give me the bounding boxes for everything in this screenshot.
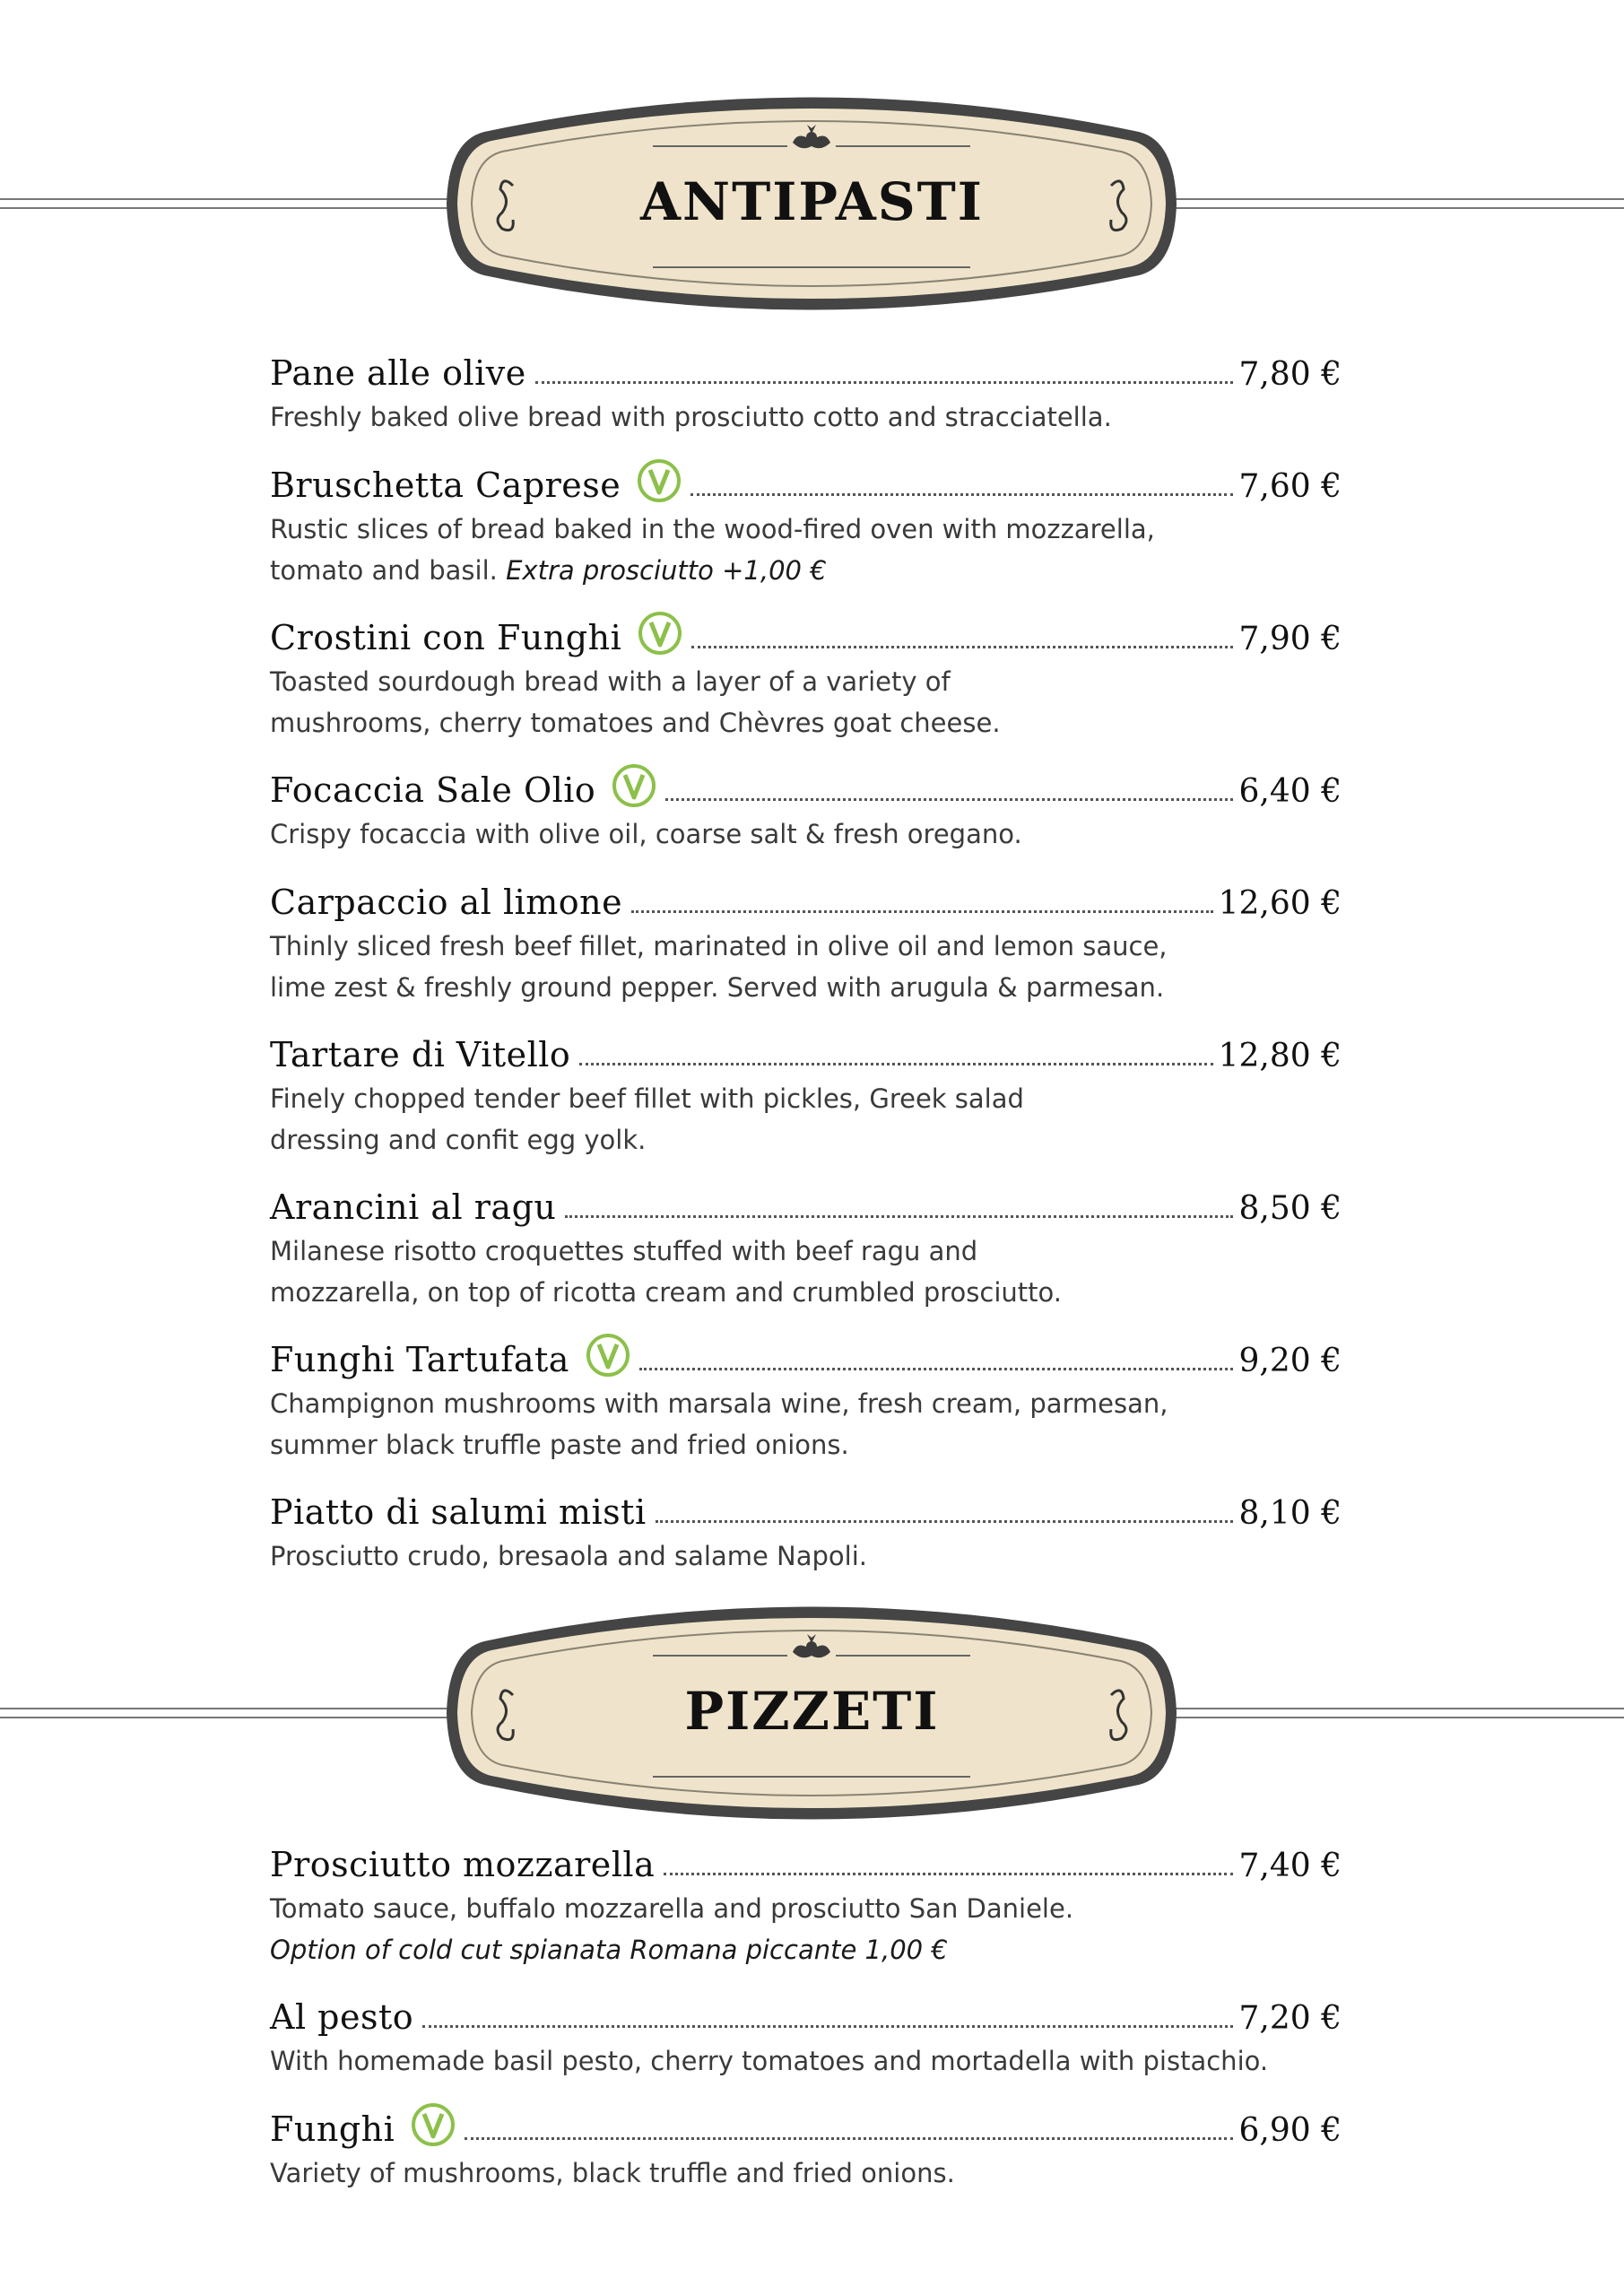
menu-item — [270, 1022, 1342, 1175]
item-description: Freshly baked olive bread with prosciutto cotto and stracciatella. — [270, 402, 1112, 432]
dotted-leader — [465, 2137, 1233, 2140]
item-price: 12,60 € — [1218, 885, 1342, 922]
section-title: ANTIPASTI — [640, 171, 984, 232]
item-name: Bruschetta Caprese — [270, 465, 621, 505]
dotted-leader — [656, 1520, 1234, 1523]
vegetarian-v-icon — [586, 1333, 630, 1378]
item-name: Piatto di salumi misti — [270, 1492, 647, 1532]
item-name: Arancini al ragu — [270, 1187, 557, 1227]
menu-item — [270, 870, 1342, 1022]
vegetarian-v-icon — [612, 763, 656, 808]
item-price: 6,40 € — [1238, 773, 1342, 810]
item-price: 9,20 € — [1238, 1343, 1342, 1379]
vegetarian-v-icon — [411, 2102, 456, 2147]
menu-item — [270, 341, 1342, 448]
item-description: Prosciutto crudo, bresaola and salame Napoli. — [270, 1541, 867, 1571]
item-price: 7,80 € — [1238, 356, 1342, 393]
item-name: Crostini con Funghi — [270, 618, 622, 657]
item-price: 7,60 € — [1238, 468, 1342, 505]
menu-item — [270, 758, 1342, 870]
item-name: Pane alle olive — [270, 353, 526, 393]
menu-item — [270, 1327, 1342, 1480]
item-name: Funghi — [270, 2109, 395, 2149]
item-description: Toasted sourdough bread with a layer of a variety of mushrooms, cherry tomatoes and Chèvres goat cheese. — [270, 666, 1001, 738]
dotted-leader — [664, 1873, 1233, 1875]
item-description: Finely chopped tender beef fillet with pickles, Greek salad dressing and confit egg yolk. — [270, 1083, 1024, 1155]
item-description: With homemade basil pesto, cherry tomatoes and mortadella with pistachio. — [270, 2046, 1269, 2076]
item-price: 6,90 € — [1238, 2112, 1342, 2149]
section-header-pizzeti — [0, 1595, 1624, 1837]
item-price: 7,40 € — [1238, 1848, 1342, 1884]
item-name: Prosciutto mozzarella — [270, 1845, 656, 1884]
menu-item — [270, 453, 1342, 605]
dotted-leader — [665, 798, 1233, 801]
dotted-leader — [631, 910, 1212, 913]
dotted-leader — [691, 646, 1233, 648]
dotted-leader — [422, 2025, 1233, 2028]
item-description: Tomato sauce, buffalo mozzarella and prosciutto San Daniele. — [270, 1893, 1074, 1924]
item-price: 12,80 € — [1218, 1038, 1342, 1074]
item-price: 7,90 € — [1238, 621, 1342, 657]
menu-item — [270, 1832, 1342, 1985]
item-name: Focaccia Sale Olio — [270, 770, 596, 810]
menu-item — [270, 1985, 1342, 2097]
item-description-text: Rustic slices of bread baked in the wood-fired oven with mozzarella, tomato and basil. — [270, 514, 1155, 586]
menu-item — [270, 2097, 1342, 2205]
item-price: 8,10 € — [1238, 1495, 1342, 1532]
item-note: Option of cold cut spianata Romana piccante 1,00 € — [270, 1935, 948, 1965]
section-header-antipasti — [0, 85, 1624, 327]
item-price: 8,50 € — [1238, 1190, 1342, 1227]
vegetarian-v-icon — [638, 611, 682, 656]
vegetarian-v-icon — [637, 458, 682, 503]
item-name: Al pesto — [270, 1997, 414, 2037]
dotted-leader — [690, 493, 1233, 496]
menu-list-antipasti — [270, 341, 1342, 1587]
menu-item — [270, 1175, 1342, 1327]
menu-item — [270, 605, 1342, 758]
item-note: Extra prosciutto +1,00 € — [506, 555, 827, 586]
dotted-leader — [565, 1215, 1233, 1218]
item-name: Carpaccio al limone — [270, 883, 623, 922]
menu-list-pizzeti — [270, 1832, 1342, 2205]
dotted-leader — [535, 381, 1234, 384]
item-description: Thinly sliced fresh beef fillet, marinated in olive oil and lemon sauce, lime zest & freshly ground pepper. Served with arugula & parmesan. — [270, 931, 1168, 1003]
item-price: 7,20 € — [1238, 2000, 1342, 2037]
dotted-leader — [639, 1368, 1234, 1370]
item-description: Crispy focaccia with olive oil, coarse salt & fresh oregano. — [270, 819, 1022, 849]
section-title: PIZZETI — [684, 1681, 940, 1742]
dotted-leader — [579, 1063, 1212, 1065]
item-description: Variety of mushrooms, black truffle and fried onions. — [270, 2158, 955, 2188]
item-name: Funghi Tartufata — [270, 1340, 569, 1379]
item-description: Champignon mushrooms with marsala wine, fresh cream, parmesan, summer black truffle paste and fried onions. — [270, 1388, 1168, 1460]
item-name: Tartare di Vitello — [270, 1035, 571, 1074]
menu-item — [270, 1480, 1342, 1587]
item-description — [270, 509, 1185, 591]
item-description: Milanese risotto croquettes stuffed with beef ragu and mozzarella, on top of ricotta cream and crumbled prosciutto. — [270, 1236, 1062, 1308]
